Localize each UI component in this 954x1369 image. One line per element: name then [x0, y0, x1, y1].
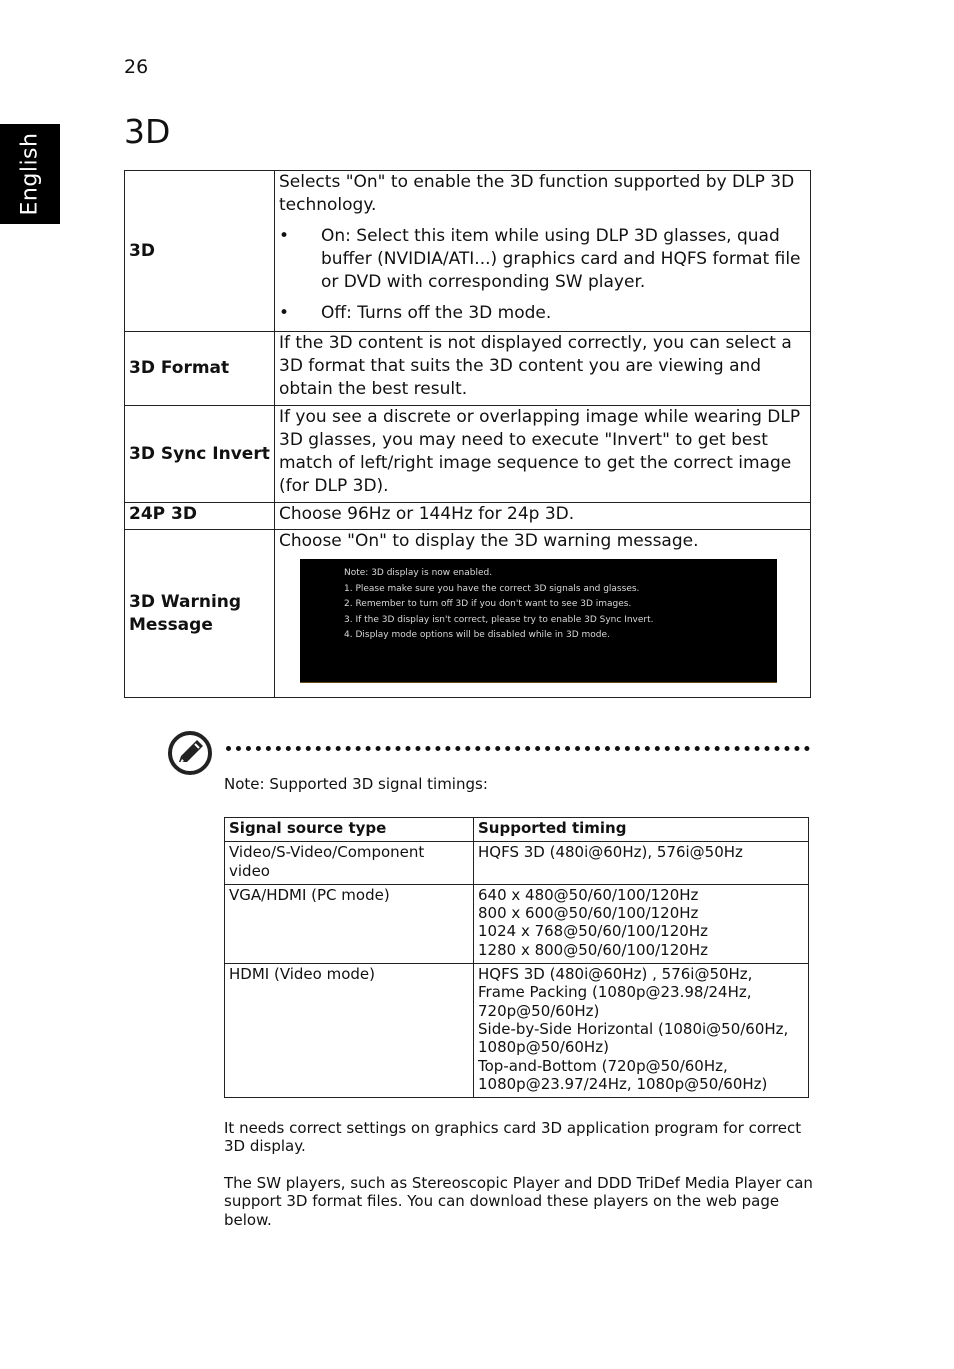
timing-value: HQFS 3D (480i@60Hz) , 576i@50Hz, [478, 965, 753, 984]
osd-line: 1. Please make sure you have the correct 3D signals and glasses. [344, 583, 640, 594]
table-row [225, 964, 809, 1098]
osd-line: 3. If the 3D display isn't correct, please try to enable 3D Sync Invert. [344, 614, 654, 625]
osd-line: Note: 3D display is now enabled. [344, 568, 493, 578]
timing-values-cell [474, 964, 809, 1098]
timing-value: 640 x 480@50/60/100/120Hz [478, 885, 699, 904]
setting-description: If the 3D content is not displayed correctly, you can select a 3D format that suits the 3D content you are viewing and obtain the best result. [275, 332, 811, 406]
setting-description [275, 530, 811, 698]
timing-value: 1024 x 768@50/60/100/120Hz [478, 922, 708, 941]
setting-intro: Selects "On" to enable the 3D function supported by DLP 3D technology. [279, 172, 795, 215]
settings-row-3d-sync-invert [125, 406, 811, 503]
osd-line: 4. Display mode options will be disabled while in 3D mode. [344, 630, 610, 640]
setting-intro: Choose "On" to display the 3D warning message. [279, 531, 699, 551]
language-side-tab-label: English [17, 132, 43, 216]
bullet-text: Off: Turns off the 3D mode. [321, 303, 552, 323]
timing-value: Side-by-Side Horizontal (1080i@50/60Hz, 1080p@50/60Hz) [478, 1019, 789, 1057]
timing-source-cell: Video/S-Video/Component video [225, 842, 474, 885]
bullet-dot-icon: • [279, 226, 290, 246]
settings-row-3d [125, 171, 811, 332]
settings-row-3d-format [125, 332, 811, 406]
timing-value: HQFS 3D (480i@60Hz), 576i@50Hz [478, 843, 743, 862]
note-text [224, 775, 488, 793]
settings-table [124, 170, 811, 698]
language-side-tab [0, 124, 60, 224]
note-label: Note: [224, 775, 265, 793]
timing-values-cell [474, 842, 809, 885]
section-title: 3D [124, 112, 171, 151]
setting-label: 24P 3D [125, 503, 275, 530]
setting-label: 3D Warning Message [125, 530, 275, 698]
paragraph-graphics-settings: It needs correct settings on graphics card 3D application program for correct 3D display. [224, 1119, 802, 1156]
note-divider [226, 746, 810, 751]
timing-value: 1280 x 800@50/60/100/120Hz [478, 940, 708, 959]
timing-source-cell: VGA/HDMI (PC mode) [225, 884, 474, 963]
settings-row-3d-warning-message [125, 530, 811, 698]
timing-source-cell: HDMI (Video mode) [225, 964, 474, 1098]
paragraph-sw-players: The SW players, such as Stereoscopic Player and DDD TriDef Media Player can support 3D format files. You can download these players on the web page below. [224, 1174, 813, 1229]
timing-header-source: Signal source type [225, 818, 474, 842]
setting-label: 3D [125, 171, 275, 332]
setting-description: If you see a discrete or overlapping image while wearing DLP 3D glasses, you may need to execute "Invert" to get best match of left/right image sequence to get the correct image (for DLP 3D). [275, 406, 811, 503]
note-icon [167, 730, 213, 776]
bullet-item [279, 225, 806, 294]
table-row [225, 842, 809, 885]
note-body: Supported 3D signal timings: [264, 775, 488, 793]
timing-table [224, 817, 809, 1098]
setting-description [275, 171, 811, 332]
setting-label: 3D Format [125, 332, 275, 406]
timing-header-row [225, 818, 809, 842]
timing-value: 800 x 600@50/60/100/120Hz [478, 904, 699, 923]
setting-description: Choose 96Hz or 144Hz for 24p 3D. [275, 503, 811, 530]
bullet-text: On: Select this item while using DLP 3D glasses, quad buffer (NVIDIA/ATI...) graphics card and HQFS format file or DVD with corresponding SW player. [321, 226, 801, 292]
setting-label: 3D Sync Invert [125, 406, 275, 503]
timing-header-timing: Supported timing [474, 818, 809, 842]
osd-warning-preview [300, 559, 777, 683]
timing-value: Top-and-Bottom (720p@50/60Hz, 1080p@23.97/24Hz, 1080p@50/60Hz) [478, 1056, 768, 1093]
table-row [225, 884, 809, 963]
bullet-item [279, 302, 806, 325]
settings-row-24p-3d [125, 503, 811, 530]
timing-value: Frame Packing (1080p@23.98/24Hz, 720p@50/60Hz) [478, 983, 752, 1020]
osd-line: 2. Remember to turn off 3D if you don't want to see 3D images. [344, 599, 632, 609]
page-number: 26 [124, 56, 149, 78]
bullet-dot-icon: • [279, 303, 290, 323]
timing-values-cell [474, 884, 809, 963]
